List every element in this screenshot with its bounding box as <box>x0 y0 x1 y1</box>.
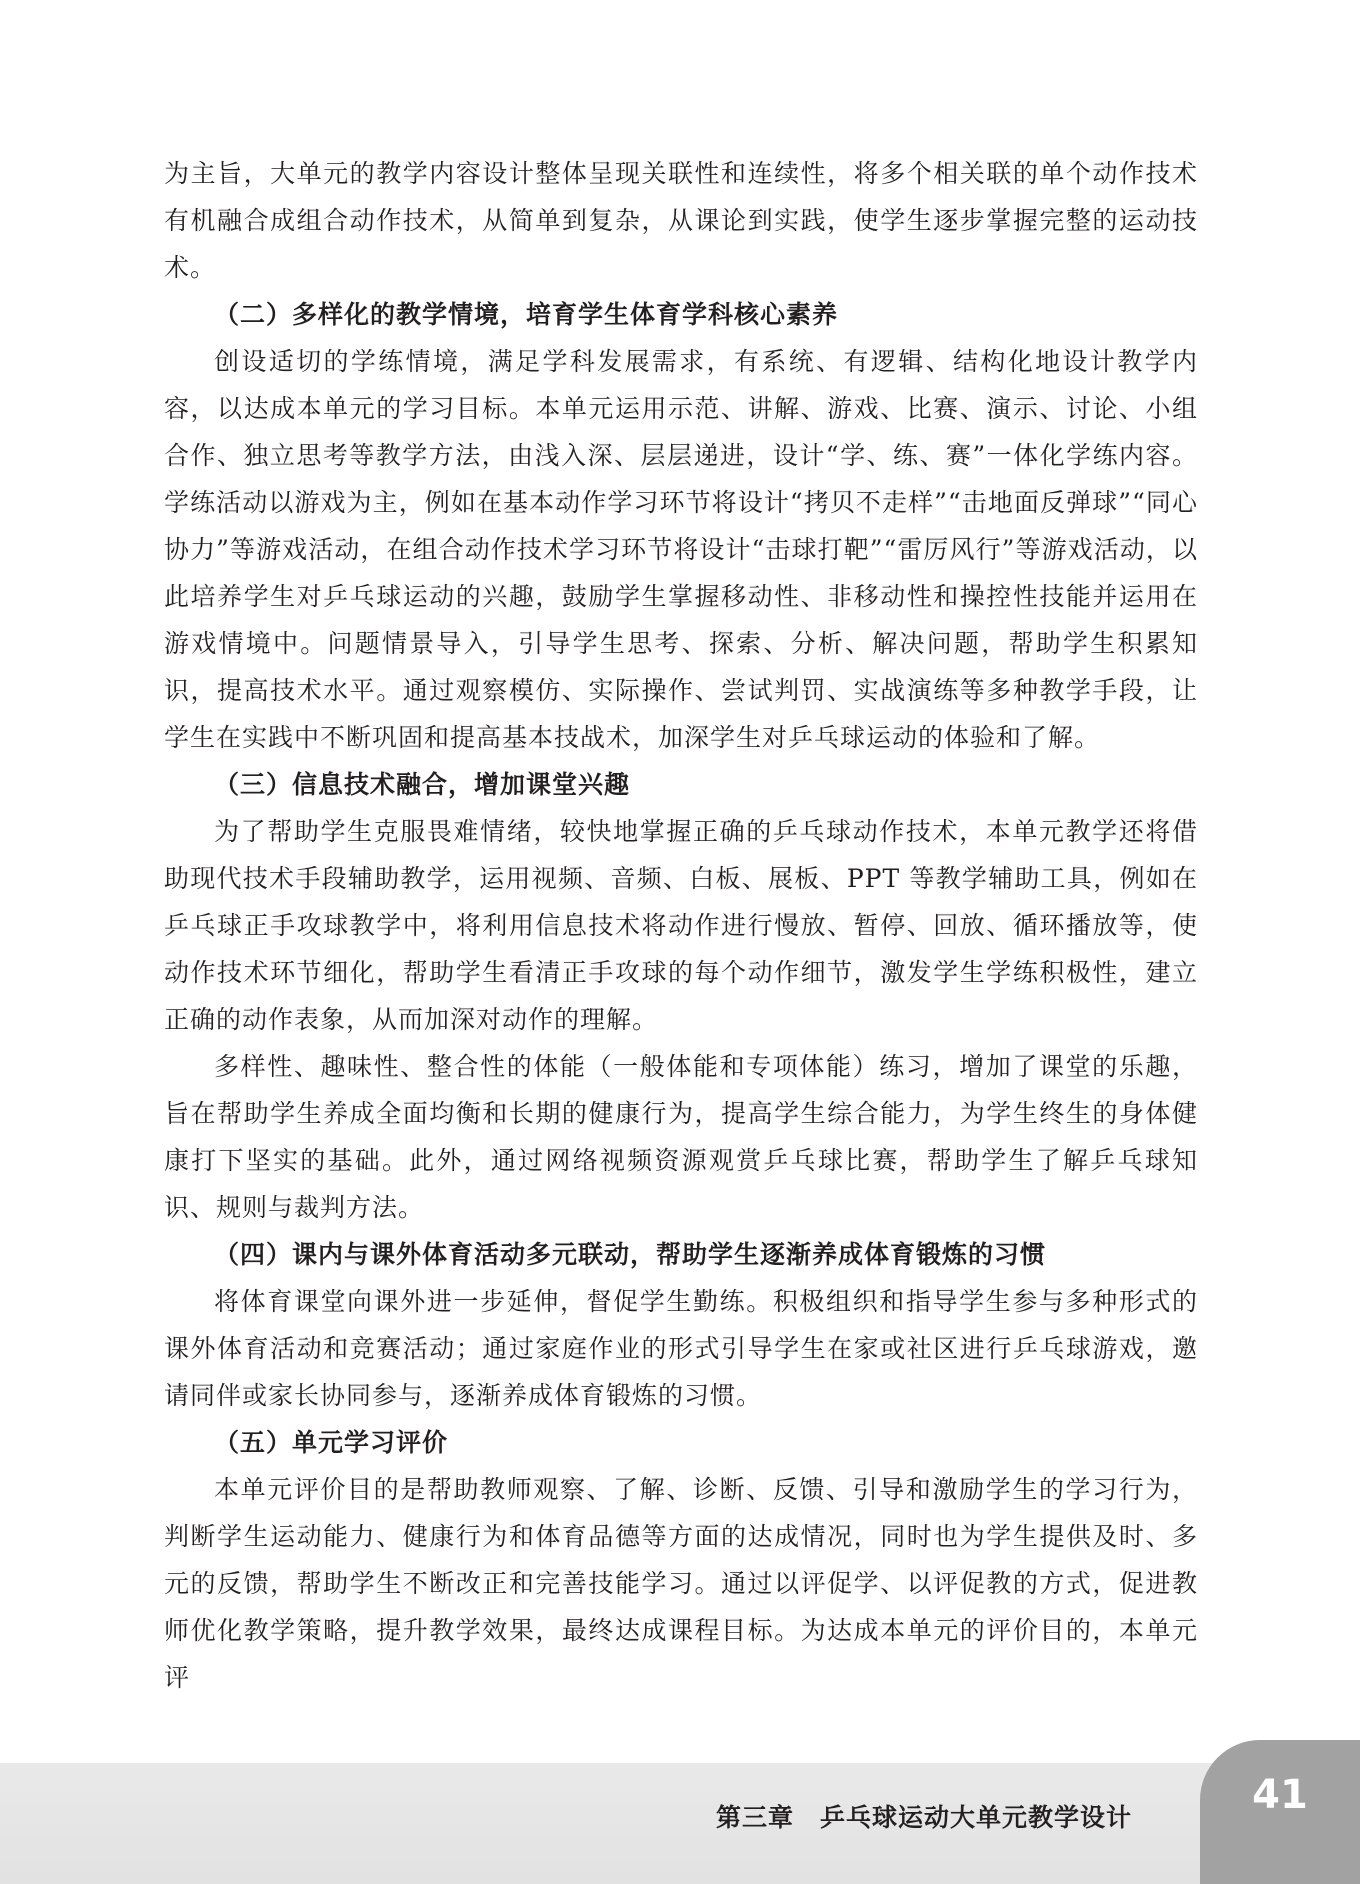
section-heading-5: （五）单元学习评价 <box>214 1428 449 1457</box>
footer-band <box>0 1763 1360 1884</box>
paragraph-3: 为了帮助学生克服畏难情绪，较快地掌握正确的乒乓球动作技术，本单元教学还将借助现代技术手段辅助教学，运用视频、音频、白板、展板、PPT 等教学辅助工具，例如在乒乓球正手攻球教学中，将利用信息技术将动作进行慢放、暂停、回放、循环播放等，使动作技术环节细化，帮助学生看清正手攻球的每个动作细节，激发学生学练积极性，建立正确的动作表象，从而加深对动作的理解。 <box>164 817 1198 1034</box>
paragraph-4: 多样性、趣味性、整合性的体能（一般体能和专项体能）练习，增加了课堂的乐趣，旨在帮助学生养成全面均衡和长期的健康行为，提高学生综合能力，为学生终生的身体健康打下坚实的基础。此外，通过网络视频资源观赏乒乓球比赛，帮助学生了解乒乓球知识、规则与裁判方法。 <box>164 1052 1198 1222</box>
paragraph-2: 创设适切的学练情境，满足学科发展需求，有系统、有逻辑、结构化地设计教学内容，以达成本单元的学习目标。本单元运用示范、讲解、游戏、比赛、演示、讨论、小组合作、独立思考等教学方法，由浅入深、层层递进，设计“学、练、赛”一体化学练内容。学练活动以游戏为主，例如在基本动作学习环节将设计“拷贝不走样”“击地面反弹球”“同心协力”等游戏活动，在组合动作技术学习环节将设计“击球打靶”“雷厉风行”等游戏活动，以此培养学生对乒乓球运动的兴趣，鼓励学生掌握移动性、非移动性和操控性技能并运用在游戏情境中。问题情景导入，引导学生思考、探索、分析、解决问题，帮助学生积累知识，提高技术水平。通过观察模仿、实际操作、尝试判罚、实战演练等多种教学手段，让学生在实践中不断巩固和提高基本技战术，加深学生对乒乓球运动的体验和了解。 <box>164 347 1198 752</box>
paragraph-continued: 为主旨，大单元的教学内容设计整体呈现关联性和连续性，将多个相关联的单个动作技术有机融合成组合动作技术，从简单到复杂，从课论到实践，使学生逐步掌握完整的运动技术。 <box>164 159 1198 282</box>
page-body <box>164 150 1198 1701</box>
section-heading-2: （二）多样化的教学情境，培育学生体育学科核心素养 <box>214 300 839 329</box>
page-number: 41 <box>1252 1772 1308 1818</box>
chapter-title: 第三章 乒乓球运动大单元教学设计 <box>715 1803 1132 1832</box>
section-heading-4: （四）课内与课外体育活动多元联动，帮助学生逐渐养成体育锻炼的习惯 <box>214 1240 1047 1269</box>
section-heading-3: （三）信息技术融合，增加课堂兴趣 <box>214 770 631 799</box>
paragraph-6: 本单元评价目的是帮助教师观察、了解、诊断、反馈、引导和激励学生的学习行为，判断学生运动能力、健康行为和体育品德等方面的达成情况，同时也为学生提供及时、多元的反馈，帮助学生不断改正和完善技能学习。通过以评促学、以评促教的方式，促进教师优化教学策略，提升教学效果，最终达成课程目标。为达成本单元的评价目的，本单元评 <box>164 1475 1198 1692</box>
paragraph-5: 将体育课堂向课外进一步延伸，督促学生勤练。积极组织和指导学生参与多种形式的课外体育活动和竞赛活动；通过家庭作业的形式引导学生在家或社区进行乒乓球游戏，邀请同伴或家长协同参与，逐渐养成体育锻炼的习惯。 <box>164 1287 1198 1410</box>
